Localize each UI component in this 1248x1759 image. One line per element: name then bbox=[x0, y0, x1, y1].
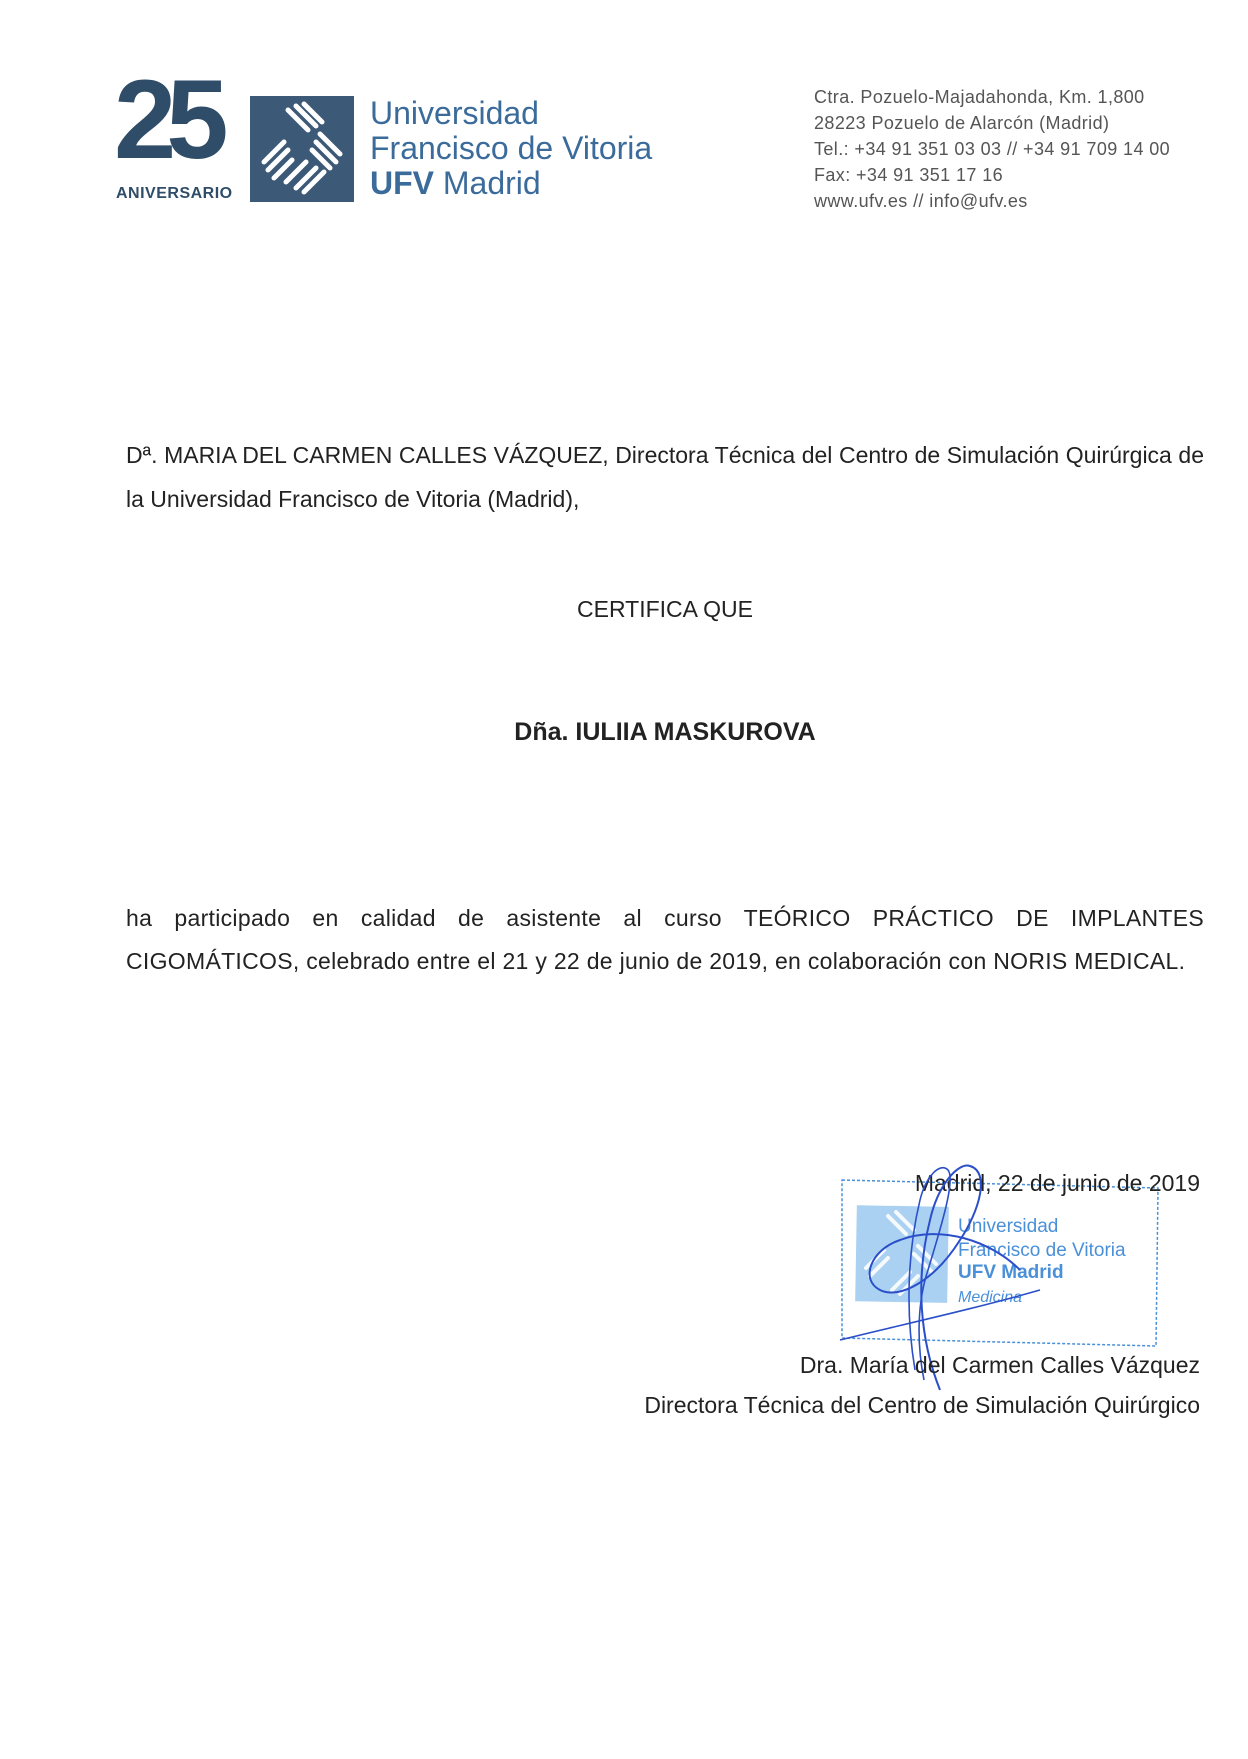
anniversary-logo bbox=[114, 57, 244, 204]
phone-line: Tel.: +34 91 351 03 03 // +34 91 709 14 00 bbox=[814, 139, 1171, 159]
anniversary-number: 25 bbox=[114, 57, 219, 182]
university-city: Madrid bbox=[442, 165, 541, 201]
web-line: www.ufv.es // info@ufv.es bbox=[814, 191, 1028, 211]
contact-block bbox=[814, 84, 1170, 214]
fax-line: Fax: +34 91 351 17 16 bbox=[814, 165, 1004, 185]
stamp-line4: Medicina bbox=[958, 1289, 1023, 1306]
signature-date: Madrid, 22 de junio de 2019 bbox=[914, 1170, 1200, 1196]
university-name-line2: Francisco de Vitoria bbox=[370, 130, 653, 166]
anniversary-label: ANIVERSARIO bbox=[116, 185, 233, 202]
stamp-line3: UFV Madrid bbox=[958, 1262, 1064, 1283]
address-line2: 28223 Pozuelo de Alarcón (Madrid) bbox=[814, 113, 1110, 133]
university-abbrev: UFV bbox=[370, 165, 434, 201]
university-emblem-icon bbox=[250, 96, 354, 202]
certifies-heading: CERTIFICA QUE bbox=[577, 596, 753, 622]
recipient-name: Dña. IULIIA MASKUROVA bbox=[514, 718, 816, 746]
statement-paragraph: ha participado en calidad de asistente al curso TEÓRICO PRÁCTICO DE IMPLANTES CIGOMÁTICOS, celebrado entre el 21 y 22 de junio de 2019, en colaboración con NORIS MEDICAL. bbox=[126, 905, 1204, 974]
university-name-line3 bbox=[370, 166, 652, 201]
signer-title: Directora Técnica del Centro de Simulación Quirúrgico bbox=[644, 1392, 1200, 1418]
stamp-line2: Francisco de Vitoria bbox=[958, 1240, 1126, 1261]
address-line1: Ctra. Pozuelo-Majadahonda, Km. 1,800 bbox=[814, 87, 1145, 107]
intro-paragraph: Dª. MARIA DEL CARMEN CALLES VÁZQUEZ, Directora Técnica del Centro de Simulación Quirúrgica de la Universidad Francisco de Vitoria (Madrid), bbox=[126, 442, 1204, 512]
university-name-line1: Universidad bbox=[370, 95, 539, 131]
signer-name: Dra. María del Carmen Calles Vázquez bbox=[799, 1352, 1200, 1378]
stamp-line1: Universidad bbox=[958, 1216, 1059, 1237]
university-name bbox=[370, 96, 652, 201]
